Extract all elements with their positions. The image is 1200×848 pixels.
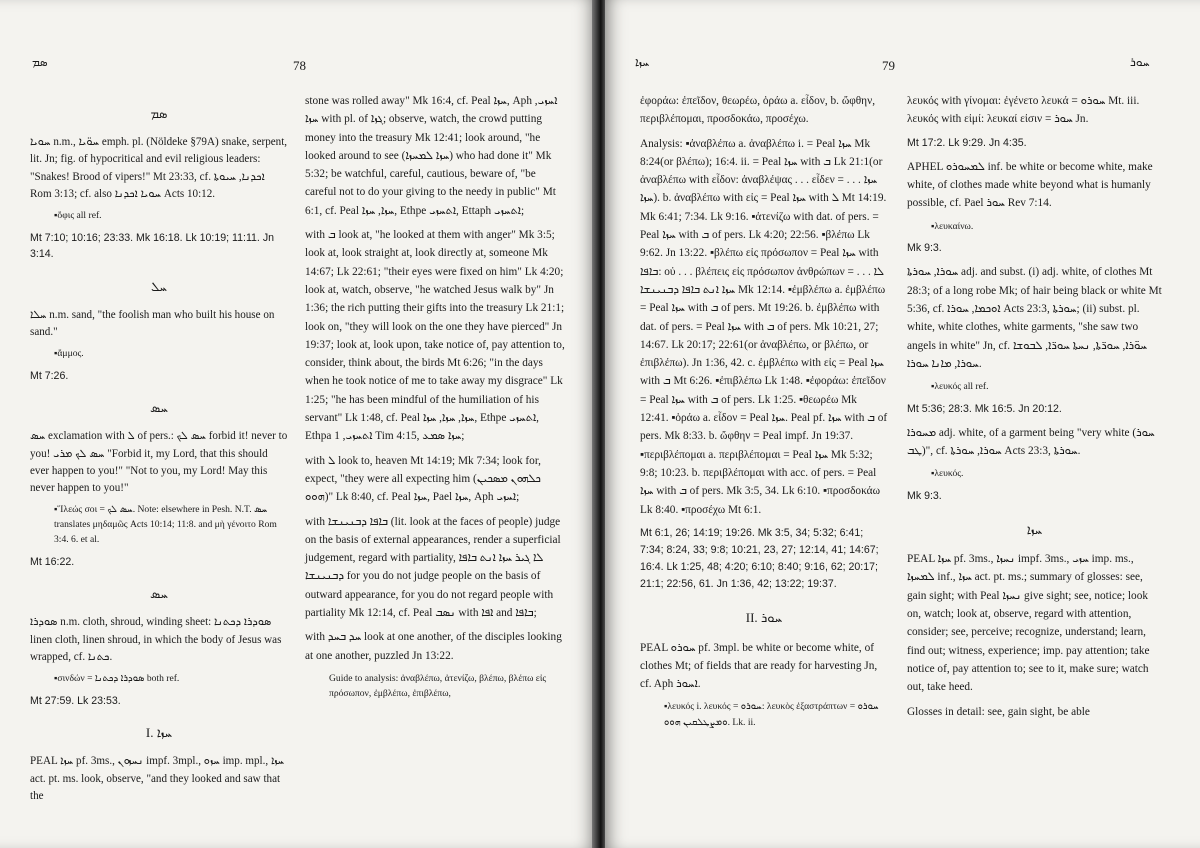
page-number: 79 <box>882 58 895 73</box>
greek-note: ▪ἄμμος. <box>54 348 84 360</box>
entry-text: ܚܘܪܐ, ܚܘܪܬܐ adj. and subst. (i) adj. white, of clothes Mt 28:3; of a long robe Mk; of hair being black or white Mt 5:36, cf. ܐܘܟܡܐ, ܚܘܪܐ Acts 23:3, ܚܘܪܬܐ; (ii) subst. pl. white, white clothes, white garments, "she saw two angels in white" Jn, cf. ܚܘ̈ܪܐ, ܚܘܪ̈ܬܐ, ܢܚܬܐ ܚܘܪ̈ܐ, ܠܒܘܫܐ ܚܘܪܐ, ܡܐܢܐ ܚܘܪܐ. <box>907 266 1162 370</box>
running-head-left: ܚܙܐ <box>635 55 650 69</box>
entry-text: with ܒܐܦܐ ܕܒܢܝܢܫܐ (lit. look at the faces of people) judge on the basis of external appearances, render a superficial judgement, regard with partiality, ܠܐ ܓܝܪ ܚܙܐ ܐܢܬ ܒܐܦܐ ܕܒܢܝܢܫܐ for you do not judge people on the basis of outward appearance, for you do not regard people with partiality Mk 12:14, cf. Peal ܢܣܒ with ܐܦܐ and ܒܐܦܐ; <box>305 515 561 620</box>
reference-list: Mk 9:3. <box>907 489 942 502</box>
entry-text: ܚܘܝܐ n.m., ܚܘ̈ܝܐ emph. pl. (Nöldeke §79A) snake, serpent, lit. Jn; fig. of hypocritical and evil religious leaders: "Snakes! Brood of vipers!" Mt 23:33, cf. ܐܟܕܢܐ, ܚܝܘܬܐ Rom 3:13; cf. also ܚܘܝܐ ܐܟܕܢܐ Acts 10:12. <box>30 136 288 200</box>
entry-text: ἐφοράω: ἐπεῖδον, θεωρέω, ὁράω a. εἶδον, b. ὤφθην, περιβλέπομαι, προσδοκάω, προσέχω. <box>640 95 876 126</box>
running-head: ܣܡ <box>32 55 48 69</box>
greek-note: Guide to analysis: ἀναβλέπω, ἀτενίζω, βλέπω, βλέπω εἰς πρόσωπον, ἐμβλέπω, ἐπιβλέπω, <box>329 672 547 700</box>
entry-text: APHEL ܠܡܚܘܪܘ inf. be white or become white, make white, of clothes made white beyond what is humanly possible, cf. Pael ܚܘܪ Rev 7:14. <box>907 160 1153 210</box>
entry-heading: ܚܠ <box>151 278 167 294</box>
reference-list: Mt 7:10; 10:16; 23:33. Mk 16:18. Lk 10:19; 11:11. Jn 3:14. <box>30 231 275 261</box>
left-column-1 <box>30 90 288 811</box>
entry-text: stone was rolled away" Mk 16:4, cf. Peal ܚܙܐ, Aph ܐܚܙܝ, ܚܙܐ with pl. of ܓܙܐ; observe, watch, the crowd putting money into the treasury Mk 12:41; look around, "he looked around to see (ܚܙܐ ܠܡܚܙܐ) who had done it" Mk 5:32; be watchful, careful, cautious, beware of, "be careful not to do your giving to the needy in public" Mt 6:1, cf. Peal ܚܙܐ, ܚܙܐ, Ethpe ܐܬܚܙܝ, Ettaph ܐܬܚܙܝ; <box>305 95 558 217</box>
entry-heading: ܚܣ <box>150 400 168 416</box>
entry-text: with ܒ look at, "he looked at them with anger" Mk 3:5; look at, look straight at, look directly at, someone Mk 14:67; Lk 22:61; "their eyes were fixed on him" Lk 4:20; look at, watch, observe, "he watched Jesus walk by" Jn 1:36; the rich putting their gifts into the treasury Lk 21:1; look on, "they will look on the one they have pierced" Jn 19:37; look at, look upon, take notice of, pay attention to, consider, think about, the birds Mt 6:26; "in the days when he took notice of me to take away my disgrace" Lk 1:25; "he has been mindful of the humiliation of his servant" Lk 1:48, cf. Peal ܚܙܐ, ܚܙܐ, ܚܙܐ, Ethpe ܐܬܚܙܝ, Ethpa ܐܬܚܙܝ, 1 Tim 4:15, ܚܙܐ ܣܡܥ; <box>305 229 565 443</box>
right-column-2 <box>907 92 1162 727</box>
right-column-1 <box>640 92 888 736</box>
reference-list: Mt 17:2. Lk 9:29. Jn 4:35. <box>907 136 1027 149</box>
entry-heading: ܚܙܐ <box>1026 522 1043 538</box>
entry-heading: ܣܡ <box>150 106 168 121</box>
reference-list: Mt 7:26. <box>30 369 69 382</box>
left-column-2 <box>305 92 567 708</box>
greek-note: ▪λευκός i. λευκός = ܚܘܪܘ: λευκὸς ἐξαστράπτων = ܚܘܪܘ ܘܡܨܛܠܩܝܢ ܗܘܘ. Lk. ii. <box>664 701 879 728</box>
reference-list: Mt 16:22. <box>30 555 75 568</box>
greek-note: ▪λευκαίνω. <box>931 220 974 232</box>
reference-list: Mk 9:3. <box>907 242 942 255</box>
entry-text: Analysis: ▪ἀναβλέπω a. ἀναβλέπω i. = Peal ܚܙܐ Mk 8:24(or βλέπω); 16:4. ii. = Peal ܚܙܐ with ܒ Lk 21:1(or ἀναβλέπω with εἶδον: ἀναβλέψας . . . εἶδεν = ܚܙܐ . . . ܚܙܐ). b. ἀναβλέπω with εἰς = Peal ܚܙܐ with ܠ Mt 14:19. Mk 6:41; 7:34. Lk 9:16. ▪ἀτενίζω with dat. of pers. = Peal ܚܙܐ with ܒ of pers. Lk 4:20; 22:56. ▪βλέπω Lk 9:62. Jn 13:22. ▪βλέπω εἰς πρόσωπον = Peal ܚܙܐ with ܒܐܦܐ: οὐ . . . βλέπεις εἰς πρόσωπον ἀνθρώπων = ܠܐ . . . ܚܙܐ ܐܢܬ ܒܐܦܐ ܕܒܢܝܢܫܐ Mk 12:14. ▪ἐμβλέπω a. ἐμβλέπω = Peal ܚܙܐ with ܒ of pers. Mt 19:26. b. ἐμβλέπω with dat. of pers. = Peal ܚܙܐ with ܒ of pers. Mk 10:21, 27; 14:67. Lk 20:17; 22:61(or ἀναβλέπω, or βλέπω, or ἐπιβλέπω). Jn 1:36, 42. c. ἐμβλέπω with εἰς = Peal ܚܙܐ with ܒ Mt 6:26. ▪ἐπιβλέπω Lk 1:48. ▪ἐφοράω: ἐπεῖδον = Peal ܚܙܐ with ܒ of pers. Lk 1:25. ▪θεωρέω Mk 12:41. ▪ὁράω a. εἶδον = Peal ܚܙܐ. Peal pf. ܚܙܐ with ܒ of pers. Mk 8:33. b. ὤφθην = Peal impf. Jn 19:37. ▪περιβλέπομαι a. περιβλέπομαι = Peal ܚܙܐ Mk 5:32; 9:8; 10:23. b. περιβλέπομαι with acc. of pers. = Peal ܚܙܐ with ܒ of pers. Mk 3:5, 34. Lk 6:10. ▪προσδοκάω Lk 8:40. ▪προσέχω Mt 6:1. <box>640 137 888 516</box>
reference-list: Mt 5:36; 28:3. Mk 16:5. Jn 20:12. <box>907 402 1062 415</box>
running-head-right: ܚܘܪ <box>1130 55 1150 69</box>
entry-text: Glosses in detail: see, gain sight, be able <box>907 705 1090 718</box>
entry-text: ܚܠܐ n.m. sand, "the foolish man who built his house on sand." <box>30 308 275 338</box>
greek-note: ▪Ἵλεώς σοι = ܚܣ ܠܟ. Note: elsewhere in Pesh. N.T. ܚܣ translates μηδαμῶς Acts 10:14; 11:8. and μὴ γένοιτο Rom 3:4. 6. et al. <box>54 504 277 545</box>
greek-note: ▪ὄφις all ref. <box>54 209 102 221</box>
right-page <box>605 0 1200 848</box>
reference-list: Mt 27:59. Lk 23:53. <box>30 694 121 707</box>
entry-heading: I. ܚܙܐ <box>145 725 173 741</box>
greek-note: ▪σινδών = ܣܘܕܪܐ ܕܟܬܢܐ both ref. <box>54 672 180 684</box>
entry-heading: ܚܣ <box>150 586 168 602</box>
entry-text: PEAL ܚܙܐ pf. 3ms., ܢܚܙܐ impf. 3ms., ܚܙܝ imp. ms., ܠܡܚܙܐ inf., ܚܙܐ act. pt. ms.; summary of glosses: see, gain sight; with Peal ܢܚܙܐ give sight; see, notice; look on, watch; look at, observe, regard with attention, consider; see, perceive; recognize, understand; learn, find out; witness, experience; imp. pay attention; take notice of, pay attention to; see to it, make sure; watch out, take heed. <box>907 553 1150 694</box>
entry-text: ܡܚܘܪܐ adj. white, of a garment being "very white (ܚܘܪ ܛܒ)", cf. ܚܘܪܐ, ܚܘܪܬܐ Acts 23:3, ܚܘܪܬܐ. <box>907 426 1155 458</box>
entry-text: with ܠ look to, heaven Mt 14:19; Mk 7:34; look for, expect, "they were all expecting him (ܟܠܗܘܢ ܡܣܟܝܢ ܗܘܘ)" Lk 8:40, cf. Peal ܚܙܐ, Pael ܚܙܐ, Aph ܐܚܙܝ; <box>305 454 541 504</box>
entry-text: ܚܣ exclamation with ܠ of pers.: ܚܣ ܠܟ forbid it! never to you! ܚܣ ܠܟ ܡܪܝ "Forbid it, my Lord, that this should ever happen to you!" "Not to you, my Lord! May this never happen to you!" <box>30 430 288 495</box>
left-page <box>0 0 595 848</box>
greek-note: ▪λευκός. <box>931 468 964 480</box>
entry-text: PEAL ܚܙܐ pf. 3ms., ܢܚܙܘܢ impf. 3mpl., ܚܙܘ imp. mpl., ܚܙܐ act. pt. ms. look, observe, "and they looked and saw that the <box>30 755 285 802</box>
entry-text: λευκός with γίνομαι: ἐγένετο λευκά = ܚܘܪܘ Mt. iii. λευκός with εἰμί: λευκαί εἰσιν = ܚܘܪ Jn. <box>907 95 1140 126</box>
entry-text: with ܚܕ ܒܚܕ look at one another, of the disciples looking at one another, puzzled Jn 13:22. <box>305 631 562 662</box>
entry-text: PEAL ܚܘܪܘ pf. 3mpl. be white or become white, of clothes Mt; of fields that are ready for harvesting Jn, cf. Aph ܐܚܘܪ. <box>640 641 878 691</box>
entry-text: ܣܘܕܪܐ n.m. cloth, shroud, winding sheet: ܣܘܕܪܐ ܕܟܬܢܐ linen cloth, linen shroud, in which the body of Jesus was wrapped, cf. ܟܬܢܐ. <box>30 616 282 663</box>
reference-list: Mt 6:1, 26; 14:19; 19:26. Mk 3:5, 34; 5:32; 6:41; 7:34; 8:24, 33; 9:8; 10:21, 23, 27; 12:14, 41; 14:67; 16:4. Lk 1:25, 48; 4:20; 6:10; 8:40; 9:16, 62; 20:17; 21:1; 22:56, 61. Jn 1:36, 42; 13:22; 19:37. <box>640 526 879 591</box>
entry-heading: II. ܚܘܪ <box>745 610 783 626</box>
page-number: 78 <box>293 58 306 73</box>
greek-note: ▪λευκός all ref. <box>931 381 989 393</box>
